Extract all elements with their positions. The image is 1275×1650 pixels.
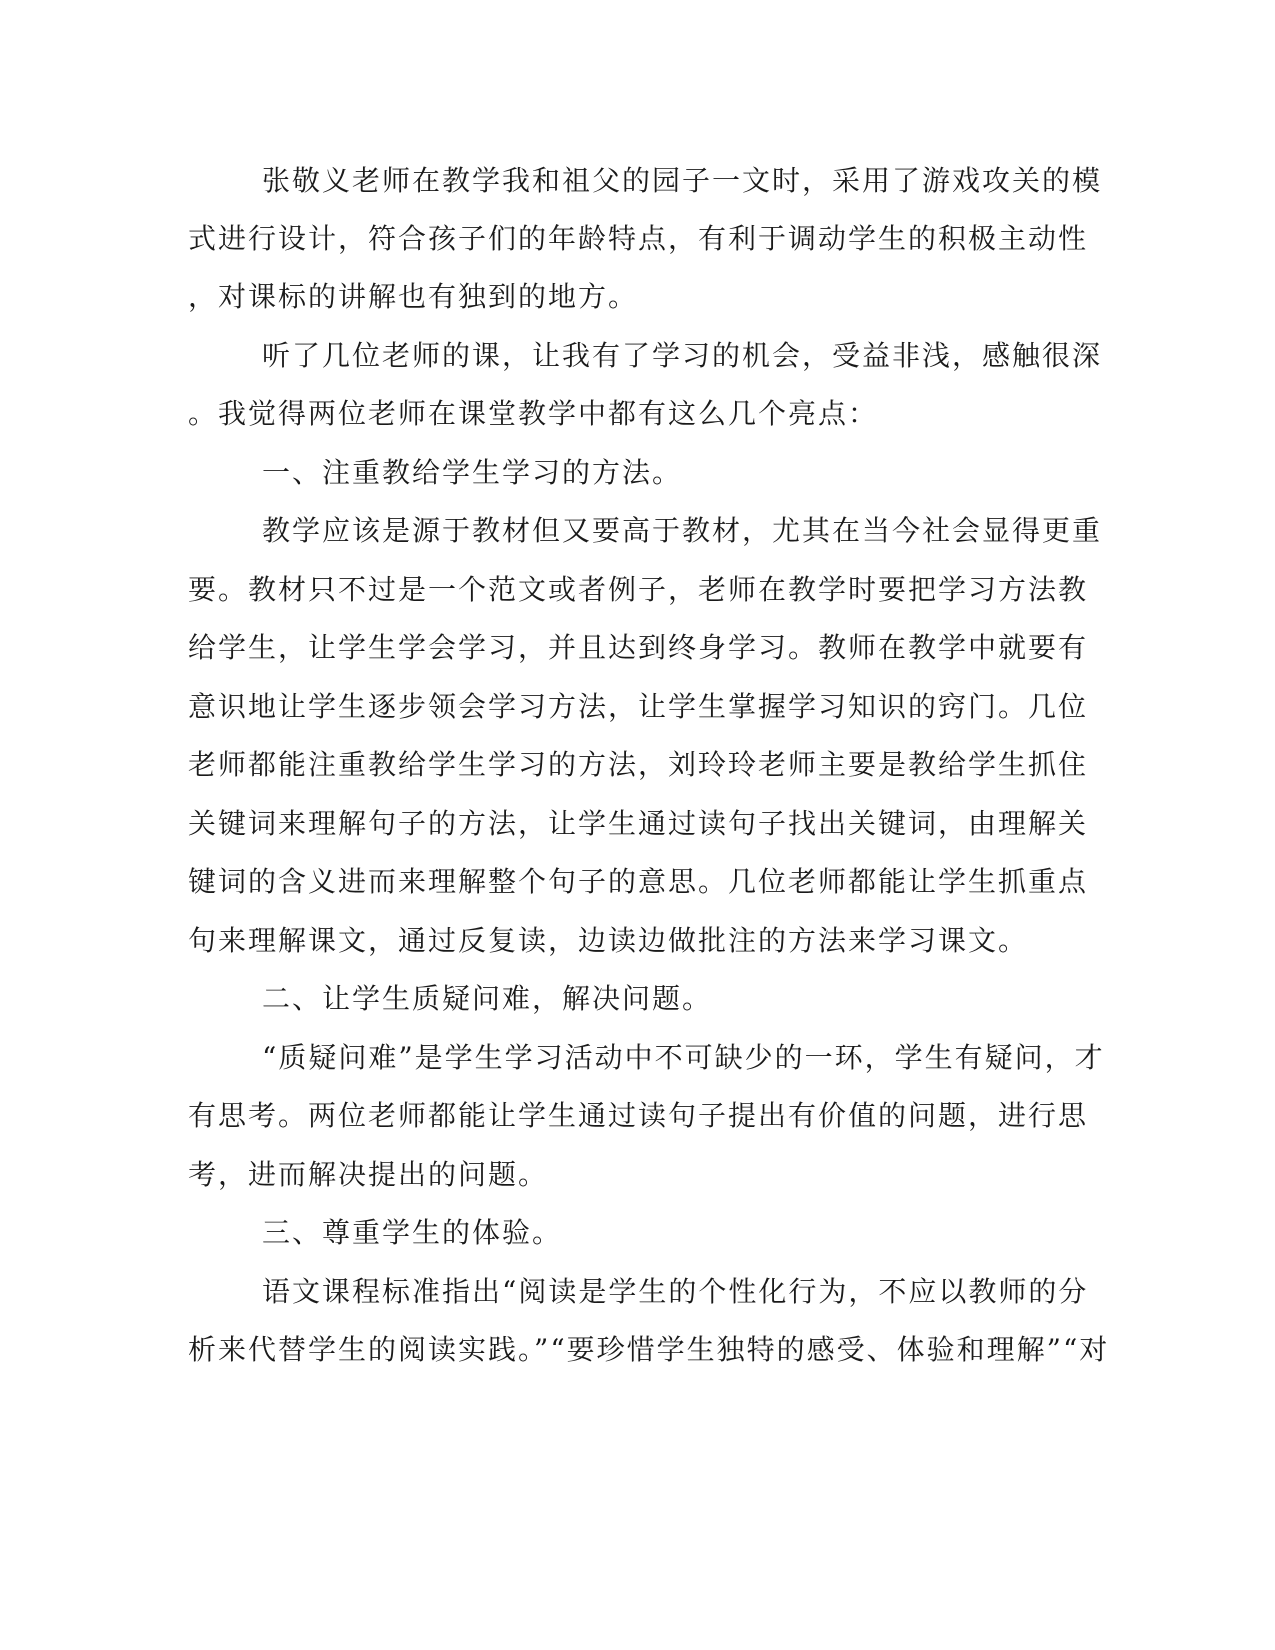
paragraph-line: 给学生，让学生学会学习，并且达到终身学习。教师在教学中就要有 bbox=[188, 631, 1089, 664]
paragraph-line: 式进行设计，符合孩子们的年龄特点，有利于调动学生的积极主动性 bbox=[188, 222, 1089, 255]
paragraph-line: 要。教材只不过是一个范文或者例子，老师在教学时要把学习方法教 bbox=[188, 573, 1089, 606]
paragraph-line: 。我觉得两位老师在课堂教学中都有这么几个亮点： bbox=[188, 397, 879, 430]
section-heading: 一、注重教给学生学习的方法。 bbox=[262, 456, 683, 489]
paragraph-line: 考，进而解决提出的问题。 bbox=[188, 1158, 549, 1191]
paragraph-line: 句来理解课文，通过反复读，边读边做批注的方法来学习课文。 bbox=[188, 924, 1029, 957]
paragraph-line: ，对课标的讲解也有独到的地方。 bbox=[188, 280, 639, 313]
paragraph-line: 教学应该是源于教材但又要高于教材，尤其在当今社会显得更重 bbox=[262, 514, 1103, 547]
section-heading: 三、尊重学生的体验。 bbox=[262, 1216, 563, 1249]
paragraph-line: 张敬义老师在教学我和祖父的园子一文时，采用了游戏攻关的模 bbox=[262, 164, 1103, 197]
paragraph-line: 听了几位老师的课，让我有了学习的机会，受益非浅，感触很深 bbox=[262, 339, 1103, 372]
paragraph-line: 语文课程标准指出“阅读是学生的个性化行为，不应以教师的分 bbox=[262, 1275, 1089, 1308]
paragraph-line: 有思考。两位老师都能让学生通过读句子提出有价值的问题，进行思 bbox=[188, 1099, 1089, 1132]
section-heading: 二、让学生质疑问难，解决问题。 bbox=[262, 982, 713, 1015]
paragraph-line: “质疑问难”是学生学习活动中不可缺少的一环，学生有疑问，才 bbox=[262, 1041, 1105, 1074]
paragraph-line: 析来代替学生的阅读实践。”“要珍惜学生独特的感受、体验和理解”“对 bbox=[188, 1333, 1110, 1366]
paragraph-line: 老师都能注重教给学生学习的方法，刘玲玲老师主要是教给学生抓住 bbox=[188, 748, 1089, 781]
paragraph-line: 意识地让学生逐步领会学习方法，让学生掌握学习知识的窍门。几位 bbox=[188, 690, 1089, 723]
paragraph-line: 键词的含义进而来理解整个句子的意思。几位老师都能让学生抓重点 bbox=[188, 865, 1089, 898]
paragraph-line: 关键词来理解句子的方法，让学生通过读句子找出关键词，由理解关 bbox=[188, 807, 1089, 840]
